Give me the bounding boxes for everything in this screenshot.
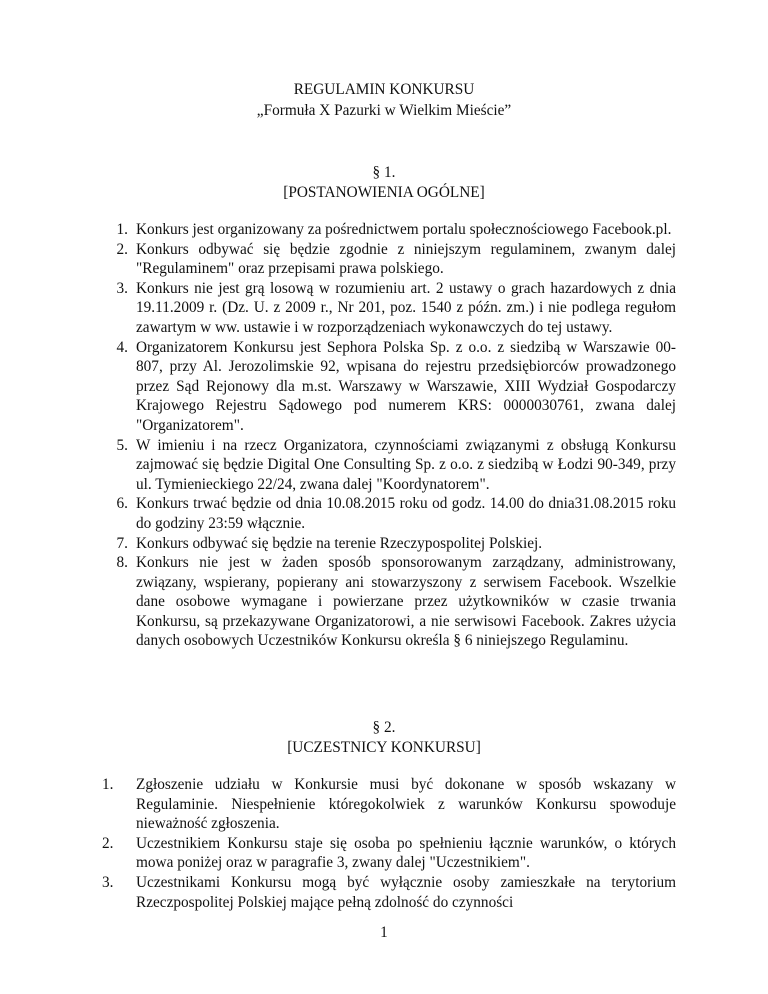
list-item: 4. Organizatorem Konkursu jest Sephora Polska Sp. z o.o. z siedzibą w Warszawie 00-807, przy Al. Jerozolimskie 92, wpisana do rejestru przedsiębiorców prowadzonego przez Sąd Rejonowy dla m.st. Warszawy w Warszawie, XIII Wydział Gospodarczy Krajowego Rejestru Sądowego pod numerem KRS: 0000030761, zwana dalej "Organizatorem". bbox=[116, 338, 676, 434]
list-item: 3. Konkurs nie jest grą losową w rozumieniu art. 2 ustawy o grach hazardowych z dnia 19.11.2009 r. (Dz. U. z 2009 r., Nr 201, poz. 1540 z późn. zm.) i nie podlega regułom zawartym w ww. ustawie i w rozporządzeniach wykonawczych do tej ustawy. bbox=[116, 279, 676, 336]
page-number: 1 bbox=[380, 924, 388, 941]
list-item: 2. Konkurs odbywać się będzie zgodnie z niniejszym regulaminem, zwanym dalej "Regulaminem" oraz przepisami prawa polskiego. bbox=[116, 240, 676, 278]
section-2-title: [UCZESTNICY KONKURSU] bbox=[287, 738, 481, 756]
document-title bbox=[0, 80, 768, 121]
list-item-text: Konkurs nie jest w żaden sposób sponsorowanym zarządzany, administrowany, związany, wspierany, popierany ani stowarzyszony z serwisem Facebook. Wszelkie dane osobowe wymagane i powierzane przez użytkowników w czasie trwania Konkursu, są przekazywane Organizatorowi, a nie serwisowi Facebook. Zakres użycia danych osobowych Uczestników Konkursu określa § 6 niniejszego Regulaminu. bbox=[136, 554, 676, 650]
list-item-text: Konkurs odbywać się będzie zgodnie z niniejszym regulaminem, zwanym dalej "Regulaminem" oraz przepisami prawa polskiego. bbox=[136, 240, 676, 278]
list-item: 3. Uczestnikami Konkursu mogą być wyłącznie osoby zamieszkałe na terytorium Rzeczpospolitej Polskiej mające pełną zdolność do czynności bbox=[102, 873, 676, 911]
list-item-text: Konkurs trwać będzie od dnia 10.08.2015 roku od godz. 14.00 do dnia31.08.2015 roku do godziny 23:59 włącznie. bbox=[136, 495, 676, 532]
section-1-list bbox=[102, 220, 676, 651]
list-item: 1. Konkurs jest organizowany za pośrednictwem portalu społecznościowego Facebook.pl. bbox=[116, 221, 672, 238]
list-item-text: Zgłoszenie udziału w Konkursie musi być dokonane w sposób wskazany w Regulaminie. Niespełnienie któregokolwiek z warunków Konkursu spowoduje nieważność zgłoszenia. bbox=[136, 776, 676, 833]
title-line-2: „Formuła X Pazurki w Wielkim Mieście” bbox=[256, 101, 512, 119]
section-2-number: § 2. bbox=[372, 719, 396, 736]
section-1-number: § 1. bbox=[372, 164, 396, 181]
list-item-text: Uczestnikiem Konkursu staje się osoba po spełnieniu łącznie warunków, o których mowa poniżej oraz w paragrafie 3, zwany dalej "Uczestnikiem". bbox=[136, 834, 676, 872]
list-item: 8. Konkurs nie jest w żaden sposób sponsorowanym zarządzany, administrowany, związany, wspierany, popierany ani stowarzyszony z serwisem Facebook. Wszelkie dane osobowe wymagane i powierzane przez użytkowników w czasie trwania Konkursu, są przekazywane Organizatorowi, a nie serwisowi Facebook. Zakres użycia danych osobowych Uczestników Konkursu określa § 6 niniejszego Regulaminu. bbox=[116, 554, 676, 650]
list-item-text: W imieniu i na rzecz Organizatora, czynnościami związanymi z obsługą Konkursu zajmować się będzie Digital One Consulting Sp. z o.o. z siedzibą w Łodzi 90-349, przy ul. Tymienieckiego 22/24, zwana dalej "Koordynatorem". bbox=[136, 436, 676, 493]
list-item: 7. Konkurs odbywać się będzie na terenie Rzeczypospolitej Polskiej. bbox=[116, 534, 543, 552]
list-item: 1. Zgłoszenie udziału w Konkursie musi być dokonane w sposób wskazany w Regulaminie. Niespełnienie któregokolwiek z warunków Konkursu spowoduje nieważność zgłoszenia. bbox=[102, 776, 676, 833]
list-item-text: Uczestnikami Konkursu mogą być wyłącznie osoby zamieszkałe na terytorium Rzeczpospolitej Polskiej mające pełną zdolność do czynności bbox=[136, 873, 676, 911]
list-item: 5. W imieniu i na rzecz Organizatora, czynnościami związanymi z obsługą Konkursu zajmować się będzie Digital One Consulting Sp. z o.o. z siedzibą w Łodzi 90-349, przy ul. Tymienieckiego 22/24, zwana dalej "Koordynatorem". bbox=[116, 436, 676, 493]
section-1-heading bbox=[0, 163, 768, 202]
section-2-heading bbox=[0, 718, 768, 757]
section-1-title: [POSTANOWIENIA OGÓLNE] bbox=[283, 183, 485, 201]
list-item-text: Konkurs nie jest grą losową w rozumieniu art. 2 ustawy o grach hazardowych z dnia 19.11.2009 r. (Dz. U. z 2009 r., Nr 201, poz. 1540 z późn. zm.) i nie podlega regułom zawartym w ww. ustawie i w rozporządzeniach wykonawczych do tej ustawy. bbox=[136, 279, 676, 336]
list-item: 6. Konkurs trwać będzie od dnia 10.08.2015 roku od godz. 14.00 do dnia31.08.2015 roku do godziny 23:59 włącznie. bbox=[116, 495, 676, 532]
list-item-text: Konkurs jest organizowany za pośrednictwem portalu społecznościowego Facebook.pl. bbox=[136, 221, 672, 238]
list-item-text: Organizatorem Konkursu jest Sephora Polska Sp. z o.o. z siedzibą w Warszawie 00-807, przy Al. Jerozolimskie 92, wpisana do rejestru przedsiębiorców prowadzonego przez Sąd Rejonowy dla m.st. Warszawy w Warszawie, XIII Wydział Gospodarczy Krajowego Rejestru Sądowego pod numerem KRS: 0000030761, zwana dalej "Organizatorem". bbox=[136, 338, 676, 434]
title-line-1: REGULAMIN KONKURSU bbox=[293, 81, 475, 98]
section-2-list bbox=[102, 775, 676, 912]
list-item: 2. Uczestnikiem Konkursu staje się osoba po spełnieniu łącznie warunków, o których mowa poniżej oraz w paragrafie 3, zwany dalej "Uczestnikiem". bbox=[102, 834, 676, 872]
list-item-text: Konkurs odbywać się będzie na terenie Rzeczypospolitej Polskiej. bbox=[136, 534, 543, 552]
